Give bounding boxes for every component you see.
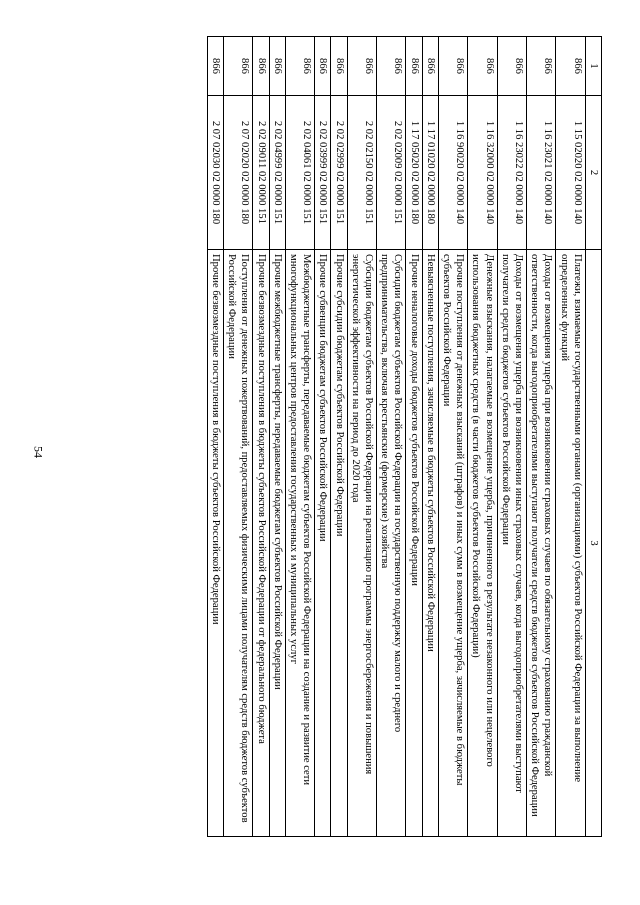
table-row xyxy=(556,37,585,837)
table-row xyxy=(468,37,497,837)
revenue-code-cell: 2 02 09011 02 0000 151 xyxy=(253,96,269,250)
revenue-code-cell: 2 02 02009 02 0000 151 xyxy=(376,96,405,250)
revenue-name-cell: Платежи, взимаемые государственными органами (организациями) субъектов Российской Федерации за выполнение определенных функций xyxy=(556,250,585,837)
admin-code-cell: 866 xyxy=(285,37,314,96)
page-number: 54 xyxy=(31,446,46,458)
revenue-name-cell: Поступления от денежных пожертвований, предоставляемых физическими лицами получателям средств бюджетов субъектов Российской Федерации xyxy=(223,250,252,837)
table-row xyxy=(269,37,285,837)
table-row xyxy=(285,37,314,837)
admin-code-cell: 866 xyxy=(556,37,585,96)
revenue-code-cell: 1 16 90020 02 0000 140 xyxy=(438,96,467,250)
revenue-code-cell: 1 16 23021 02 0000 140 xyxy=(526,96,555,250)
admin-code-cell: 866 xyxy=(253,37,269,96)
header-cell-3: 3 xyxy=(585,250,601,837)
admin-code-cell: 866 xyxy=(269,37,285,96)
table-row xyxy=(253,37,269,837)
revenue-name-cell: Прочие безвозмездные поступления в бюджеты субъектов Российской Федерации от федерального бюджета xyxy=(253,250,269,837)
table-row xyxy=(376,37,405,837)
revenue-code-cell: 2 02 02150 02 0000 151 xyxy=(347,96,376,250)
revenue-code-cell: 2 02 03999 02 0000 151 xyxy=(315,96,331,250)
revenue-name-cell: Доходы от возмещения ущерба при возникновении иных страховых случаев, когда выгодоприобретателями выступают получатели средств бюджетов субъектов Российской Федерации xyxy=(497,250,526,837)
table-header-row xyxy=(585,37,601,837)
revenue-name-cell: Невыясненные поступления, зачисляемые в бюджеты субъектов Российской Федерации xyxy=(422,250,438,837)
admin-code-cell: 866 xyxy=(438,37,467,96)
revenue-code-cell: 1 15 02020 02 0000 140 xyxy=(556,96,585,250)
revenue-name-cell: Прочие межбюджетные трансферты, передаваемые бюджетам субъектов Российской Федерации xyxy=(269,250,285,837)
revenue-name-cell: Межбюджетные трансферты, передаваемые бюджетам субъектов Российской Федерации на создание и развитие сети многофункциональных центров предоставления государственных и муниципальных услуг xyxy=(285,250,314,837)
revenue-code-cell: 1 17 01020 02 0000 180 xyxy=(422,96,438,250)
admin-code-cell: 866 xyxy=(347,37,376,96)
revenue-name-cell: Субсидии бюджетам субъектов Российской Федерации на государственную поддержку малого и среднего предпринимательства, включая крестьянские (фермерские) хозяйства xyxy=(376,250,405,837)
revenue-code-cell: 1 16 23022 02 0000 140 xyxy=(497,96,526,250)
revenue-name-cell: Прочие неналоговые доходы бюджетов субъектов Российской Федерации xyxy=(406,250,422,837)
admin-code-cell: 866 xyxy=(376,37,405,96)
admin-code-cell: 866 xyxy=(207,37,223,96)
revenue-name-cell: Доходы от возмещения ущерба при возникновении страховых случаев по обязательному страхованию гражданской ответственности, когда выгодоприобретателями выступают получатели средств бюджетов субъектов Российской Федерации xyxy=(526,250,555,837)
revenue-name-cell: Прочие субвенции бюджетам субъектов Российской Федерации xyxy=(315,250,331,837)
table-row xyxy=(438,37,467,837)
revenue-code-cell: 2 02 02999 02 0000 151 xyxy=(331,96,347,250)
rotated-table-container xyxy=(70,36,602,836)
revenue-name-cell: Прочие поступления от денежных взысканий (штрафов) и иных сумм в возмещение ущерба, зачисляемые в бюджеты субъектов Российской Федерации xyxy=(438,250,467,837)
revenue-code-cell: 2 02 04999 02 0000 151 xyxy=(269,96,285,250)
revenue-code-cell: 1 16 32000 02 0000 140 xyxy=(468,96,497,250)
header-cell-1: 1 xyxy=(585,37,601,96)
header-cell-2: 2 xyxy=(585,96,601,250)
revenue-name-cell: Прочие безвозмездные поступления в бюджеты субъектов Российской Федерации xyxy=(207,250,223,837)
revenue-code-cell: 1 17 05020 02 0000 180 xyxy=(406,96,422,250)
table-row xyxy=(526,37,555,837)
admin-code-cell: 866 xyxy=(422,37,438,96)
table-row xyxy=(207,37,223,837)
table-row xyxy=(497,37,526,837)
table-row xyxy=(223,37,252,837)
revenue-code-cell: 2 07 02030 02 0000 180 xyxy=(207,96,223,250)
revenue-code-cell: 2 07 02020 02 0000 180 xyxy=(223,96,252,250)
table-row xyxy=(422,37,438,837)
table-row xyxy=(347,37,376,837)
admin-code-cell: 866 xyxy=(315,37,331,96)
table-row xyxy=(315,37,331,837)
table-row xyxy=(331,37,347,837)
revenue-code-cell: 2 02 04061 02 0000 151 xyxy=(285,96,314,250)
revenue-name-cell: Денежные взыскания, налагаемые в возмещение ущерба, причиненного в результате незаконного или нецелевого использования бюджетных средств (в части бюджетов субъектов Российской Федерации) xyxy=(468,250,497,837)
admin-code-cell: 866 xyxy=(331,37,347,96)
admin-code-cell: 866 xyxy=(526,37,555,96)
revenue-codes-table xyxy=(207,36,602,837)
table-row xyxy=(406,37,422,837)
admin-code-cell: 866 xyxy=(468,37,497,96)
admin-code-cell: 866 xyxy=(406,37,422,96)
revenue-name-cell: Прочие субсидии бюджетам субъектов Российской Федерации xyxy=(331,250,347,837)
admin-code-cell: 866 xyxy=(223,37,252,96)
admin-code-cell: 866 xyxy=(497,37,526,96)
revenue-name-cell: Субсидии бюджетам субъектов Российской Федерации на реализацию программы энергосбережения и повышения энергетической эффективности на период до 2020 года xyxy=(347,250,376,837)
